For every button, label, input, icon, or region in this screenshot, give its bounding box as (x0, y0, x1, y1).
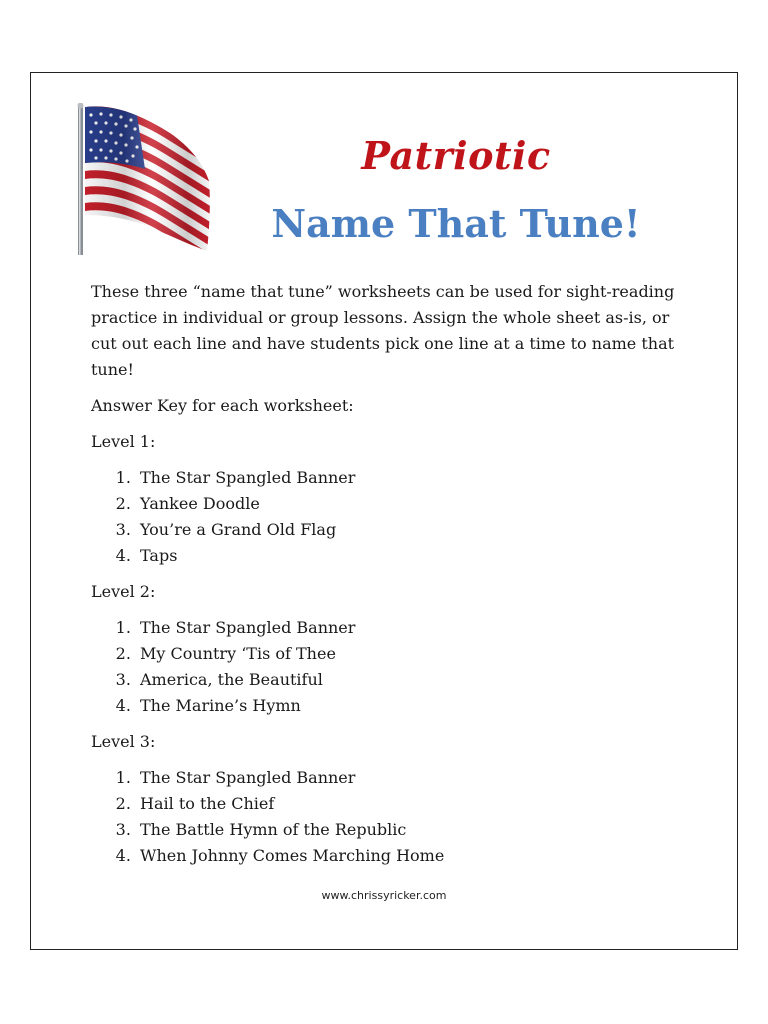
list-item: 3. America, the Beautiful (136, 667, 691, 693)
worksheet-content (91, 279, 691, 879)
worksheet-page (30, 72, 738, 950)
level-3-label: Level 3: (91, 732, 156, 751)
answer-key-label: Answer Key for each worksheet: (91, 396, 354, 415)
list-item: 3. The Battle Hymn of the Republic (136, 817, 691, 843)
list-item: 4. The Marine’s Hymn (136, 693, 691, 719)
list-item: 1. The Star Spangled Banner (136, 615, 691, 641)
list-item: 4. When Johnny Comes Marching Home (136, 843, 691, 869)
level-3-list (91, 765, 691, 869)
title-patriotic: Patriotic (361, 133, 551, 178)
american-flag-icon (75, 103, 215, 255)
intro-paragraph: These three “name that tune” worksheets can be used for sight-reading practice in individual or group lessons. Assign the whole sheet as-is, or cut out each line and have students pick one line at a time to name that tune! (91, 282, 675, 379)
level-1-list (91, 465, 691, 569)
list-item: 1. The Star Spangled Banner (136, 465, 691, 491)
list-item: 1. The Star Spangled Banner (136, 765, 691, 791)
title-name-that-tune: Name That Tune! (271, 201, 641, 246)
list-item: 2. Yankee Doodle (136, 491, 691, 517)
list-item: 2. Hail to the Chief (136, 791, 691, 817)
level-2-label: Level 2: (91, 582, 156, 601)
level-1-label: Level 1: (91, 432, 156, 451)
list-item: 3. You’re a Grand Old Flag (136, 517, 691, 543)
list-item: 4. Taps (136, 543, 691, 569)
footer-website: www.chrissyricker.com (321, 889, 447, 902)
level-2-list (91, 615, 691, 719)
list-item: 2. My Country ‘Tis of Thee (136, 641, 691, 667)
